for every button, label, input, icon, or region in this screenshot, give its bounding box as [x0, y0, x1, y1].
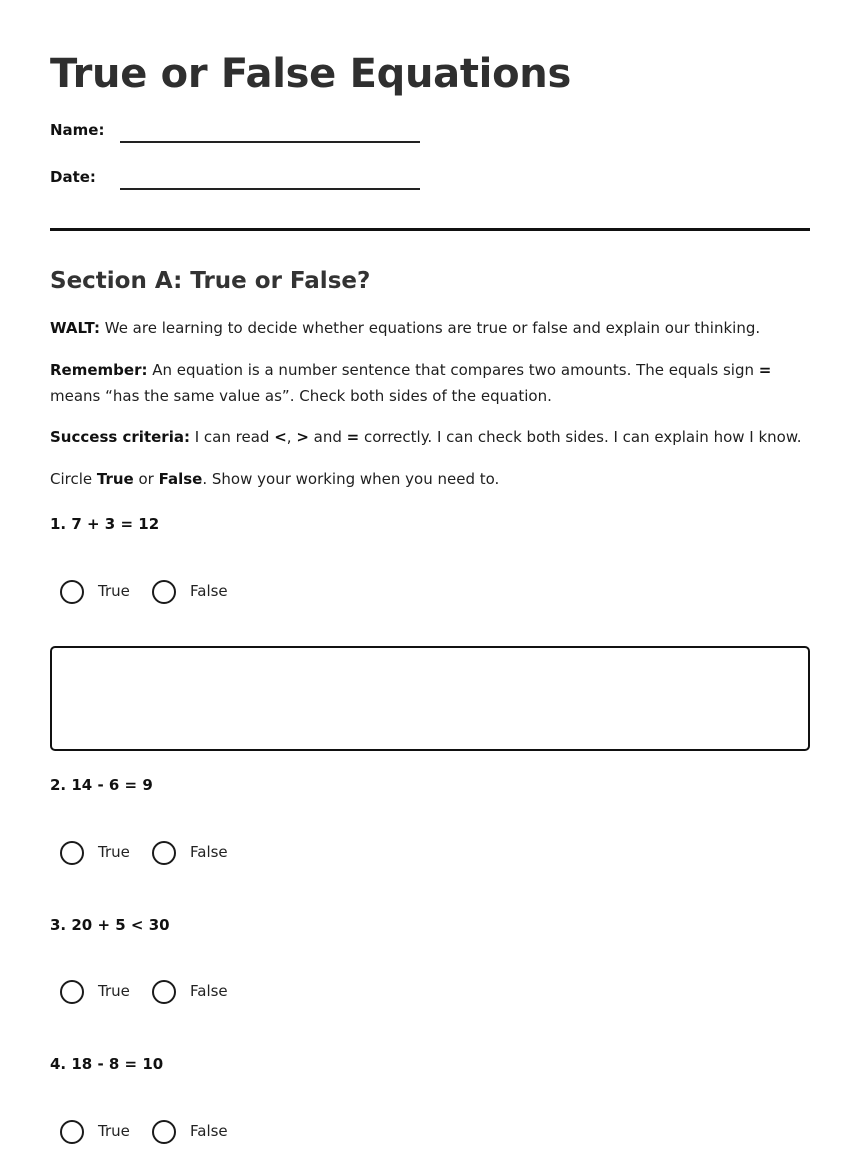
question-2-true-option[interactable] — [60, 841, 140, 867]
radio-circle-icon[interactable] — [60, 580, 84, 604]
date-field-row — [50, 168, 450, 192]
instruction-rest: . Show your working when you need to. — [202, 470, 500, 488]
instruction-paragraph — [50, 466, 820, 492]
remember-text-before: An equation is a number sentence that compares two amounts. The equals sign — [147, 361, 759, 379]
remember-paragraph — [50, 357, 820, 409]
false-option-label: False — [190, 582, 228, 600]
question-4-label: 4. 18 - 8 = 10 — [50, 1055, 164, 1073]
question-3-options — [60, 980, 260, 1006]
success-criteria-label: Success criteria: — [50, 428, 190, 446]
equals-symbol: = — [758, 361, 772, 379]
true-option-label: True — [98, 843, 130, 861]
name-input-line[interactable] — [120, 141, 420, 143]
question-4-true-option[interactable] — [60, 1120, 140, 1146]
radio-circle-icon[interactable] — [60, 841, 84, 865]
success-and: and — [308, 428, 347, 446]
question-4-options — [60, 1120, 260, 1146]
name-field-row — [50, 121, 450, 145]
true-option-label: True — [98, 1122, 130, 1140]
remember-label: Remember: — [50, 361, 148, 379]
question-1-label: 1. 7 + 3 = 12 — [50, 515, 160, 533]
walt-label: WALT: — [50, 319, 100, 337]
success-comma: , — [286, 428, 297, 446]
radio-circle-icon[interactable] — [60, 1120, 84, 1144]
name-label: Name: — [50, 121, 105, 139]
question-1-false-option[interactable] — [152, 580, 242, 606]
walt-text: We are learning to decide whether equations are true or false and explain our thinking. — [99, 319, 761, 337]
radio-circle-icon[interactable] — [152, 980, 176, 1004]
section-heading: Section A: True or False? — [50, 268, 371, 294]
remember-text-after: means “has the same value as”. Check both sides of the equation. — [50, 387, 552, 405]
header-divider — [50, 228, 810, 231]
question-3-label: 3. 20 + 5 < 30 — [50, 916, 170, 934]
date-label: Date: — [50, 168, 96, 186]
true-option-label: True — [98, 982, 130, 1000]
walt-paragraph — [50, 315, 820, 341]
false-option-label: False — [190, 982, 228, 1000]
instruction-circle: Circle — [50, 470, 97, 488]
success-text-2: correctly. I can check both sides. I can explain how I know. — [359, 428, 802, 446]
less-than-symbol: < — [274, 428, 287, 446]
date-input-line[interactable] — [120, 188, 420, 190]
question-2-options — [60, 841, 260, 867]
success-criteria-paragraph — [50, 424, 820, 450]
greater-than-symbol: > — [296, 428, 309, 446]
success-text-1: I can read — [189, 428, 275, 446]
instruction-true-word: True — [96, 470, 134, 488]
page-title: True or False Equations — [50, 51, 571, 97]
radio-circle-icon[interactable] — [60, 980, 84, 1004]
radio-circle-icon[interactable] — [152, 1120, 176, 1144]
instruction-false-word: False — [158, 470, 203, 488]
question-1-options — [60, 580, 260, 606]
instruction-or: or — [133, 470, 159, 488]
radio-circle-icon[interactable] — [152, 841, 176, 865]
false-option-label: False — [190, 843, 228, 861]
question-3-false-option[interactable] — [152, 980, 242, 1006]
question-3-true-option[interactable] — [60, 980, 140, 1006]
question-4-false-option[interactable] — [152, 1120, 242, 1146]
true-option-label: True — [98, 582, 130, 600]
question-1-true-option[interactable] — [60, 580, 140, 606]
question-1-working-box[interactable] — [50, 646, 810, 751]
radio-circle-icon[interactable] — [152, 580, 176, 604]
question-2-label: 2. 14 - 6 = 9 — [50, 776, 153, 794]
equals-symbol-2: = — [346, 428, 360, 446]
false-option-label: False — [190, 1122, 228, 1140]
question-2-false-option[interactable] — [152, 841, 242, 867]
